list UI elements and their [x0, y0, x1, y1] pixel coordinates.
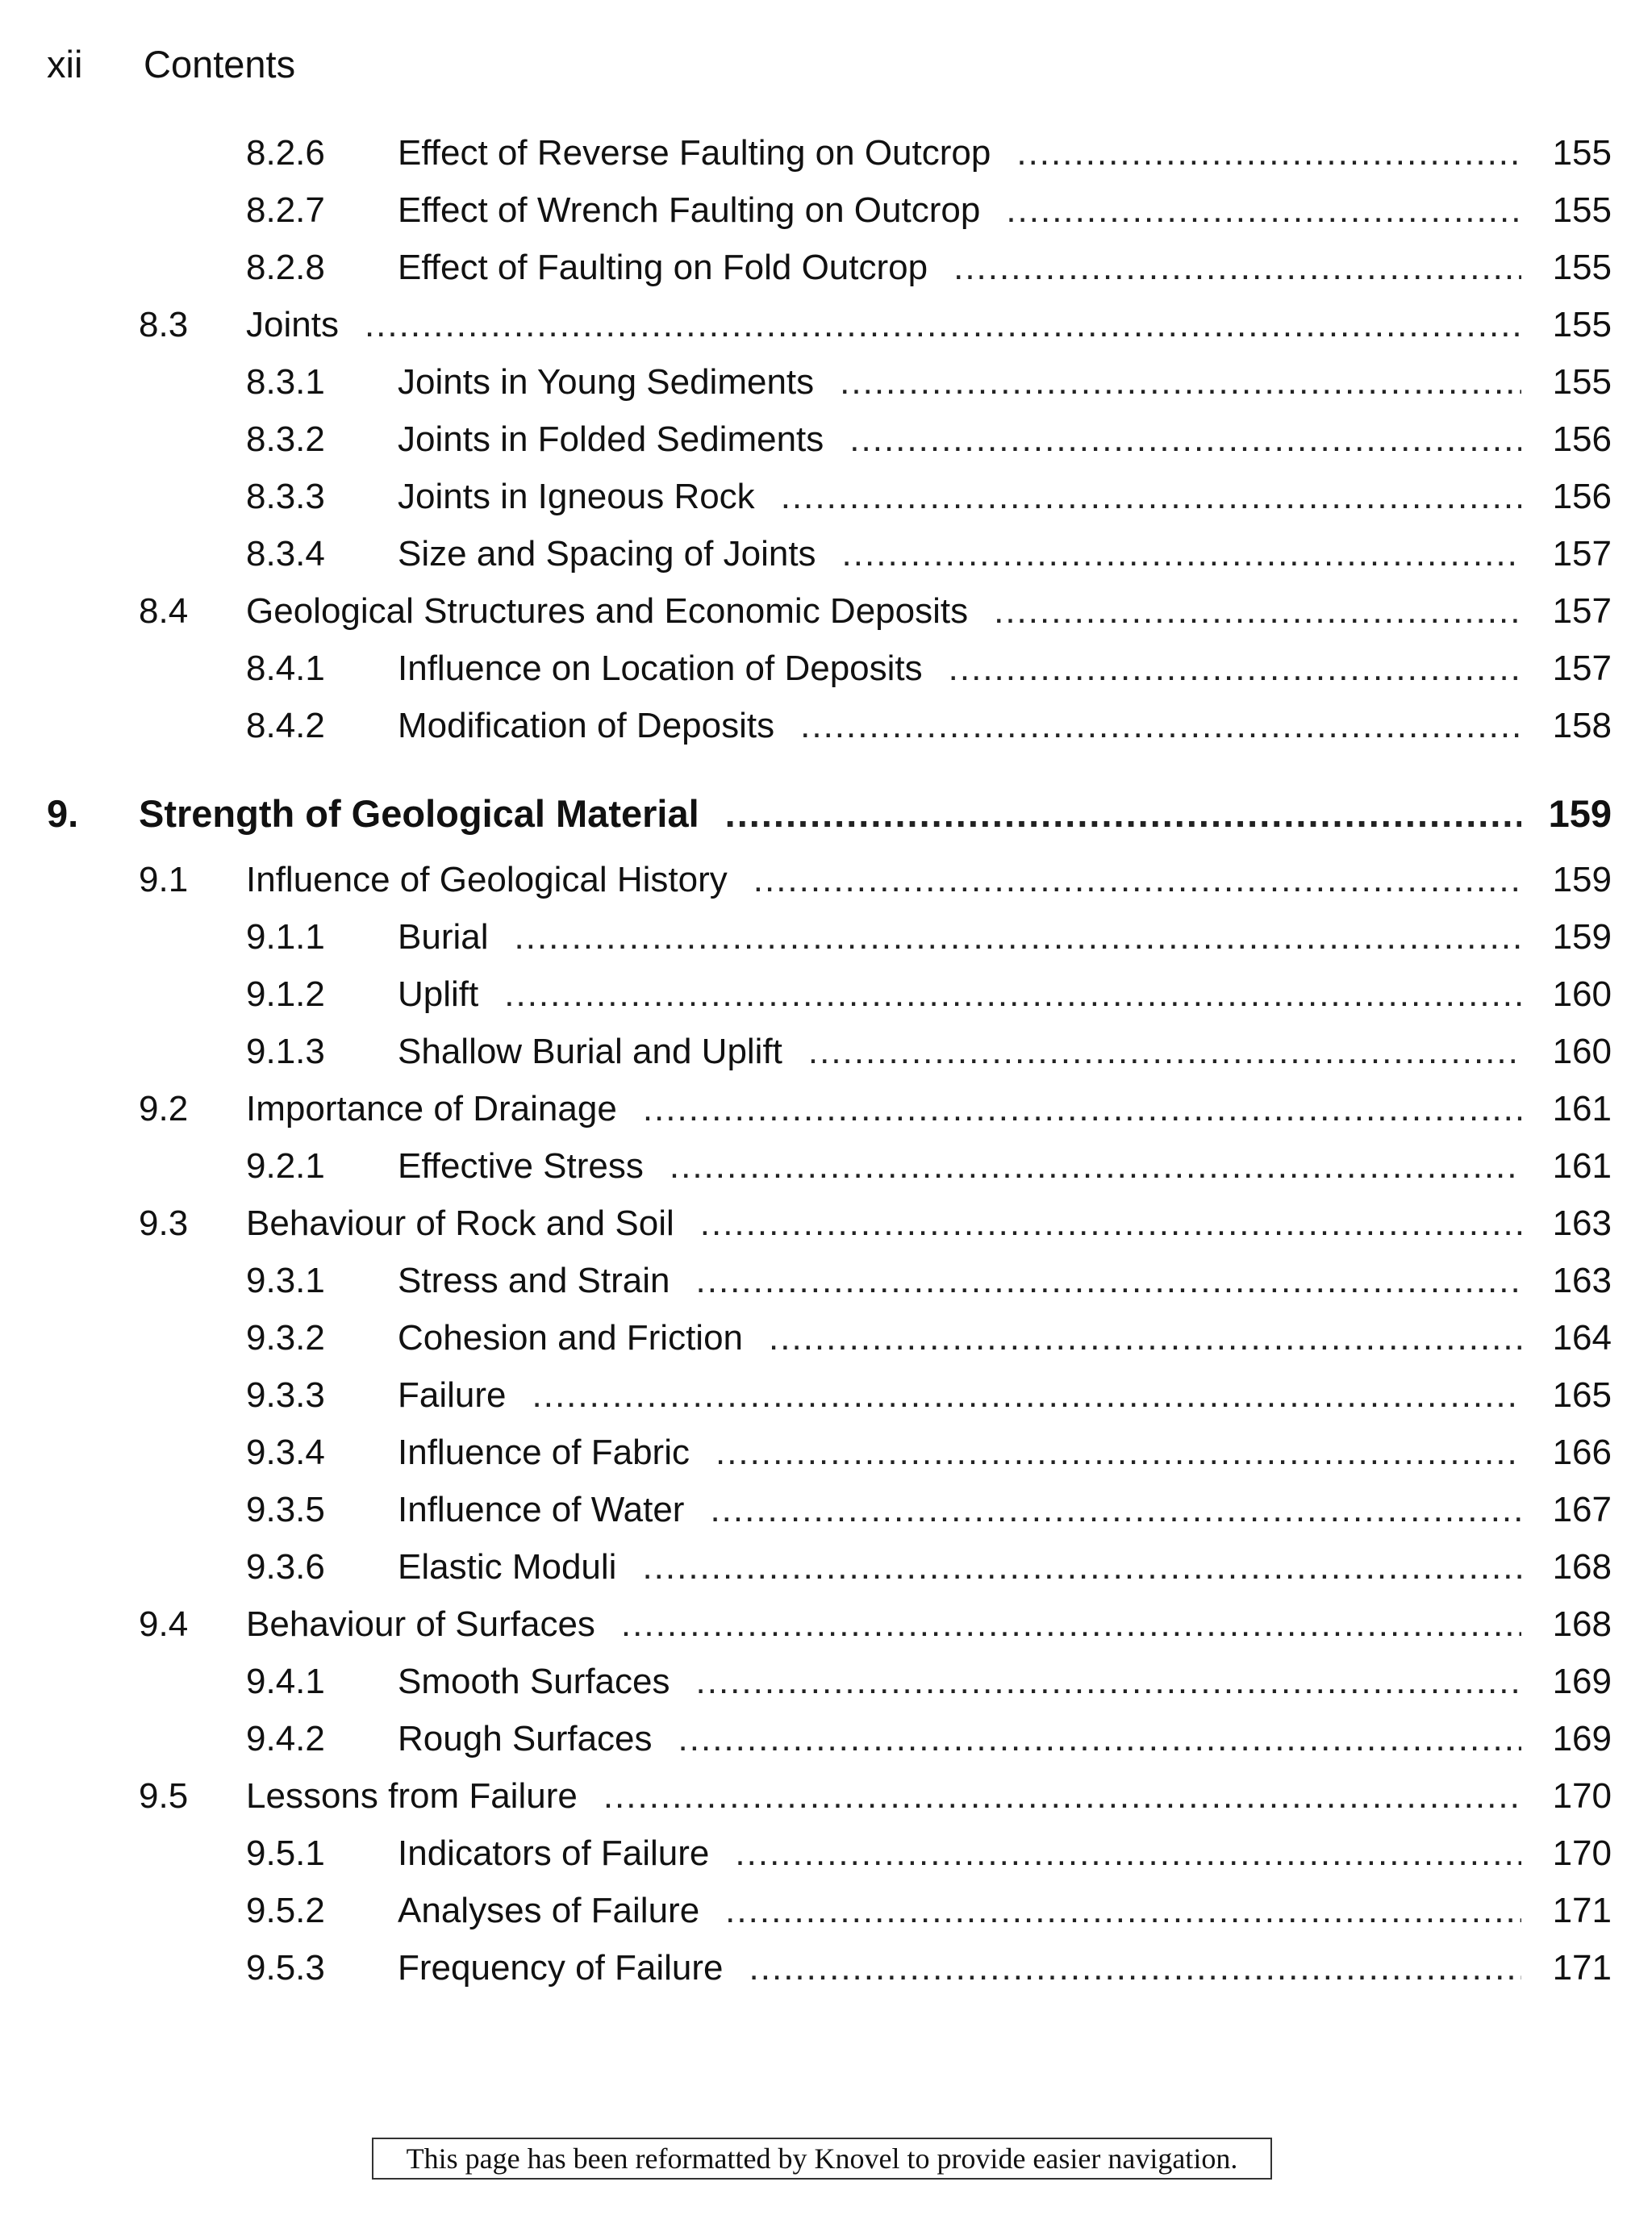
toc-entry-title[interactable]: Effect of Faulting on Fold Outcrop [398, 244, 953, 292]
dot-leader [725, 1887, 1521, 1935]
toc-entry-page[interactable]: 170 [1552, 1833, 1612, 1873]
dot-leader [696, 1257, 1522, 1305]
toc-entry-number: 9.3.6 [246, 1547, 325, 1587]
dot-leader [781, 473, 1521, 521]
toc-entry-number: 8.3.2 [246, 419, 325, 459]
toc-entry-title[interactable]: Importance of Drainage [246, 1085, 643, 1133]
toc-entry-page[interactable]: 161 [1552, 1089, 1612, 1128]
toc-entry-title[interactable]: Effect of Reverse Faulting on Outcrop [398, 129, 1016, 177]
toc-subsection-entry[interactable] [0, 473, 1652, 521]
toc-chapter-entry[interactable] [0, 790, 1652, 838]
toc-entry-title-wrap [398, 645, 1521, 693]
toc-entry-number: 9.5 [139, 1776, 189, 1816]
toc-entry-number: 8.3 [139, 305, 189, 344]
toc-section-entry[interactable] [0, 1600, 1652, 1649]
toc-entry-title-wrap [398, 415, 1521, 464]
toc-entry-number: 9.3.2 [246, 1318, 325, 1358]
toc-entry-title-wrap [246, 1772, 1521, 1821]
toc-entry-title-wrap [398, 970, 1521, 1019]
toc-entry-title-wrap [398, 702, 1521, 750]
dot-leader [715, 1429, 1521, 1477]
toc-entry-title-wrap [398, 1543, 1521, 1591]
toc-subsection-entry[interactable] [0, 1028, 1652, 1076]
toc-entry-title[interactable]: Influence of Fabric [398, 1429, 715, 1477]
toc-subsection-entry[interactable] [0, 1887, 1652, 1935]
toc-entry-title-wrap [398, 244, 1521, 292]
toc-entry-title[interactable]: Effective Stress [398, 1142, 670, 1191]
dot-leader [849, 415, 1521, 464]
toc-entry-page[interactable]: 167 [1552, 1490, 1612, 1529]
toc-entry-title-wrap [398, 1257, 1521, 1305]
toc-entry-number: 8.4.1 [246, 649, 325, 688]
dot-leader [725, 790, 1521, 838]
toc-entry-number: 8.4 [139, 591, 189, 631]
toc-entry-number: 8.3.4 [246, 534, 325, 574]
toc-subsection-entry[interactable] [0, 186, 1652, 235]
toc-subsection-entry[interactable] [0, 1944, 1652, 1992]
toc-entry-number: 9.3 [139, 1204, 189, 1243]
dot-leader [753, 856, 1521, 904]
page-header [47, 43, 296, 86]
toc-entry-title-wrap [246, 1085, 1521, 1133]
toc-subsection-entry[interactable] [0, 913, 1652, 962]
toc-subsection-entry[interactable] [0, 1658, 1652, 1706]
toc-subsection-entry[interactable] [0, 645, 1652, 693]
toc-entry-page[interactable]: 155 [1552, 362, 1612, 402]
dot-leader [749, 1944, 1521, 1992]
toc-entry-title[interactable]: Smooth Surfaces [398, 1658, 696, 1706]
toc-subsection-entry[interactable] [0, 358, 1652, 407]
toc-entry-number: 9.1 [139, 860, 189, 899]
toc-subsection-entry[interactable] [0, 970, 1652, 1019]
dot-leader [808, 1028, 1521, 1076]
toc-section-entry[interactable] [0, 1199, 1652, 1248]
toc-entry-title[interactable]: Stress and Strain [398, 1257, 696, 1305]
dot-leader [953, 244, 1521, 292]
toc-entry-title-wrap [398, 1486, 1521, 1534]
dot-leader [515, 913, 1522, 962]
toc-entry-title[interactable]: Joints [246, 301, 365, 349]
toc-entry-title-wrap [398, 530, 1521, 578]
page-number: xii [47, 43, 83, 86]
toc-entry-page[interactable]: 157 [1552, 591, 1612, 631]
toc-entry-number: 8.2.7 [246, 190, 325, 230]
toc-subsection-entry[interactable] [0, 1829, 1652, 1878]
toc-entry-number: 9.5.3 [246, 1948, 325, 1988]
toc-subsection-entry[interactable] [0, 702, 1652, 750]
toc-entry-page[interactable]: 157 [1552, 649, 1612, 688]
toc-entry-page[interactable]: 163 [1552, 1204, 1612, 1243]
toc-entry-title[interactable]: Size and Spacing of Joints [398, 530, 842, 578]
dot-leader [696, 1658, 1522, 1706]
toc-entry-page[interactable]: 169 [1552, 1719, 1612, 1758]
dot-leader [840, 358, 1521, 407]
toc-entry-page[interactable]: 161 [1552, 1146, 1612, 1186]
toc-section-entry[interactable] [0, 1772, 1652, 1821]
toc-entry-page[interactable]: 157 [1552, 534, 1612, 574]
toc-entry-number: 9.1.2 [246, 974, 325, 1014]
toc-entry-page[interactable]: 158 [1552, 706, 1612, 745]
toc-entry-number: 8.3.1 [246, 362, 325, 402]
toc-entry-page[interactable]: 168 [1552, 1604, 1612, 1644]
toc-entry-title-wrap [398, 473, 1521, 521]
toc-entry-title-wrap [398, 1028, 1521, 1076]
toc-subsection-entry[interactable] [0, 1543, 1652, 1591]
toc-entry-title[interactable]: Lessons from Failure [246, 1772, 603, 1821]
dot-leader [670, 1142, 1521, 1191]
toc-entry-title[interactable]: Modification of Deposits [398, 702, 800, 750]
toc-entry-number: 9.2.1 [246, 1146, 325, 1186]
toc-entry-title[interactable]: Analyses of Failure [398, 1887, 725, 1935]
toc-entry-number: 9.2 [139, 1089, 189, 1128]
toc-entry-title-wrap [398, 1142, 1521, 1191]
dot-leader [994, 587, 1521, 636]
toc-entry-page[interactable]: 168 [1552, 1547, 1612, 1587]
dot-leader [769, 1314, 1521, 1362]
toc-entry-number: 8.3.3 [246, 477, 325, 516]
toc-subsection-entry[interactable] [0, 1314, 1652, 1362]
toc-subsection-entry[interactable] [0, 1486, 1652, 1534]
toc-entry-page[interactable]: 163 [1552, 1261, 1612, 1300]
toc-entry-title[interactable]: Uplift [398, 970, 504, 1019]
toc-section-entry[interactable] [0, 587, 1652, 636]
dot-leader [643, 1085, 1521, 1133]
toc-entry-title-wrap [398, 1829, 1521, 1878]
toc-entry-title-wrap [139, 790, 1521, 838]
toc-entry-number: 8.4.2 [246, 706, 325, 745]
toc-entry-title[interactable]: Strength of Geological Material [139, 790, 725, 838]
toc-entry-title[interactable]: Elastic Moduli [398, 1543, 642, 1591]
toc-subsection-entry[interactable] [0, 244, 1652, 292]
toc-entry-page[interactable]: 155 [1552, 305, 1612, 344]
toc-entry-page[interactable]: 164 [1552, 1318, 1612, 1358]
toc-entry-title-wrap [398, 913, 1521, 962]
toc-entry-title-wrap [398, 129, 1521, 177]
toc-entry-title-wrap [398, 1887, 1521, 1935]
toc-subsection-entry[interactable] [0, 530, 1652, 578]
dot-leader [603, 1772, 1521, 1821]
toc-entry-page[interactable]: 165 [1552, 1375, 1612, 1415]
toc-entry-title-wrap [398, 1371, 1521, 1420]
knovel-reformat-notice: This page has been reformatted by Knovel to provide easier navigation. [372, 2138, 1272, 2180]
toc-entry-page[interactable]: 169 [1552, 1662, 1612, 1701]
toc-entry-title[interactable]: Rough Surfaces [398, 1715, 678, 1763]
dot-leader [1006, 186, 1521, 235]
toc-section-entry[interactable] [0, 856, 1652, 904]
toc-entry-title-wrap [398, 1944, 1521, 1992]
toc-section-entry[interactable] [0, 1085, 1652, 1133]
toc-entry-title[interactable]: Failure [398, 1371, 532, 1420]
dot-leader [621, 1600, 1521, 1649]
toc-entry-page[interactable]: 159 [1552, 860, 1612, 899]
toc-entry-title[interactable]: Behaviour of Rock and Soil [246, 1199, 700, 1248]
toc-entry-title[interactable]: Joints in Folded Sediments [398, 415, 849, 464]
toc-entry-title-wrap [246, 1600, 1521, 1649]
toc-subsection-entry[interactable] [0, 1257, 1652, 1305]
dot-leader [735, 1829, 1521, 1878]
dot-leader [532, 1371, 1522, 1420]
toc-subsection-entry[interactable] [0, 415, 1652, 464]
toc-entry-page[interactable]: 155 [1552, 133, 1612, 173]
dot-leader [700, 1199, 1521, 1248]
toc-entry-page[interactable]: 156 [1552, 419, 1612, 459]
toc-entry-number: 9.4.2 [246, 1719, 325, 1758]
dot-leader [710, 1486, 1521, 1534]
toc-entry-title[interactable]: Indicators of Failure [398, 1829, 735, 1878]
toc-entry-page[interactable]: 159 [1548, 792, 1612, 835]
toc-entry-page[interactable]: 166 [1552, 1433, 1612, 1472]
toc-entry-title-wrap [398, 1429, 1521, 1477]
toc-entry-number: 9.4.1 [246, 1662, 325, 1701]
toc-entry-title-wrap [246, 1199, 1521, 1248]
toc-entry-title[interactable]: Influence on Location of Deposits [398, 645, 949, 693]
toc-subsection-entry[interactable] [0, 129, 1652, 177]
toc-entry-page[interactable]: 160 [1552, 1032, 1612, 1071]
toc-entry-title[interactable]: Influence of Water [398, 1486, 710, 1534]
toc-entry-number: 9.5.1 [246, 1833, 325, 1873]
toc-entry-number: 8.2.6 [246, 133, 325, 173]
toc-entry-number: 9.1.1 [246, 917, 325, 957]
toc-subsection-entry[interactable] [0, 1142, 1652, 1191]
page-title: Contents [144, 43, 296, 86]
toc-entry-number: 9.3.3 [246, 1375, 325, 1415]
toc-entry-number: 9.3.4 [246, 1433, 325, 1472]
toc-entry-number: 9.4 [139, 1604, 189, 1644]
dot-leader [949, 645, 1521, 693]
toc-entry-page[interactable]: 160 [1552, 974, 1612, 1014]
toc-entry-title[interactable]: Cohesion and Friction [398, 1314, 769, 1362]
toc-entry-number: 9.3.1 [246, 1261, 325, 1300]
toc-entry-title[interactable]: Influence of Geological History [246, 856, 753, 904]
toc-entry-page[interactable]: 159 [1552, 917, 1612, 957]
toc-entry-title-wrap [246, 587, 1521, 636]
dot-leader [642, 1543, 1521, 1591]
toc-entry-title-wrap [398, 1658, 1521, 1706]
toc-entry-page[interactable]: 156 [1552, 477, 1612, 516]
toc-entry-page[interactable]: 155 [1552, 248, 1612, 287]
toc-entry-number: 9.1.3 [246, 1032, 325, 1071]
toc-entry-title-wrap [398, 186, 1521, 235]
dot-leader [842, 530, 1521, 578]
toc-entry-number: 9.5.2 [246, 1891, 325, 1930]
toc-entry-title[interactable]: Joints in Young Sediments [398, 358, 840, 407]
toc-entry-title[interactable]: Joints in Igneous Rock [398, 473, 781, 521]
toc-entry-number: 9. [47, 792, 79, 835]
toc-entry-number: 9.3.5 [246, 1490, 325, 1529]
toc-entry-title[interactable]: Frequency of Failure [398, 1944, 749, 1992]
toc-entry-title-wrap [398, 1715, 1521, 1763]
toc-entry-title-wrap [246, 856, 1521, 904]
toc-entry-page[interactable]: 171 [1552, 1948, 1612, 1988]
toc-entry-title-wrap [398, 1314, 1521, 1362]
dot-leader [800, 702, 1521, 750]
dot-leader [678, 1715, 1521, 1763]
toc-entry-number: 8.2.8 [246, 248, 325, 287]
toc-entry-title[interactable]: Behaviour of Surfaces [246, 1600, 621, 1649]
toc-entry-title[interactable]: Shallow Burial and Uplift [398, 1028, 808, 1076]
toc-entry-title[interactable]: Burial [398, 913, 515, 962]
dot-leader [504, 970, 1521, 1019]
toc-entry-title-wrap [246, 301, 1521, 349]
toc-entry-page[interactable]: 155 [1552, 190, 1612, 230]
toc-entry-title[interactable]: Geological Structures and Economic Deposits [246, 587, 994, 636]
toc-entry-page[interactable]: 171 [1552, 1891, 1612, 1930]
toc-section-entry[interactable] [0, 301, 1652, 349]
toc-subsection-entry[interactable] [0, 1429, 1652, 1477]
toc-subsection-entry[interactable] [0, 1371, 1652, 1420]
toc-entry-title[interactable]: Effect of Wrench Faulting on Outcrop [398, 186, 1006, 235]
dot-leader [365, 301, 1521, 349]
toc-entry-title-wrap [398, 358, 1521, 407]
toc-subsection-entry[interactable] [0, 1715, 1652, 1763]
toc-entry-page[interactable]: 170 [1552, 1776, 1612, 1816]
dot-leader [1016, 129, 1521, 177]
